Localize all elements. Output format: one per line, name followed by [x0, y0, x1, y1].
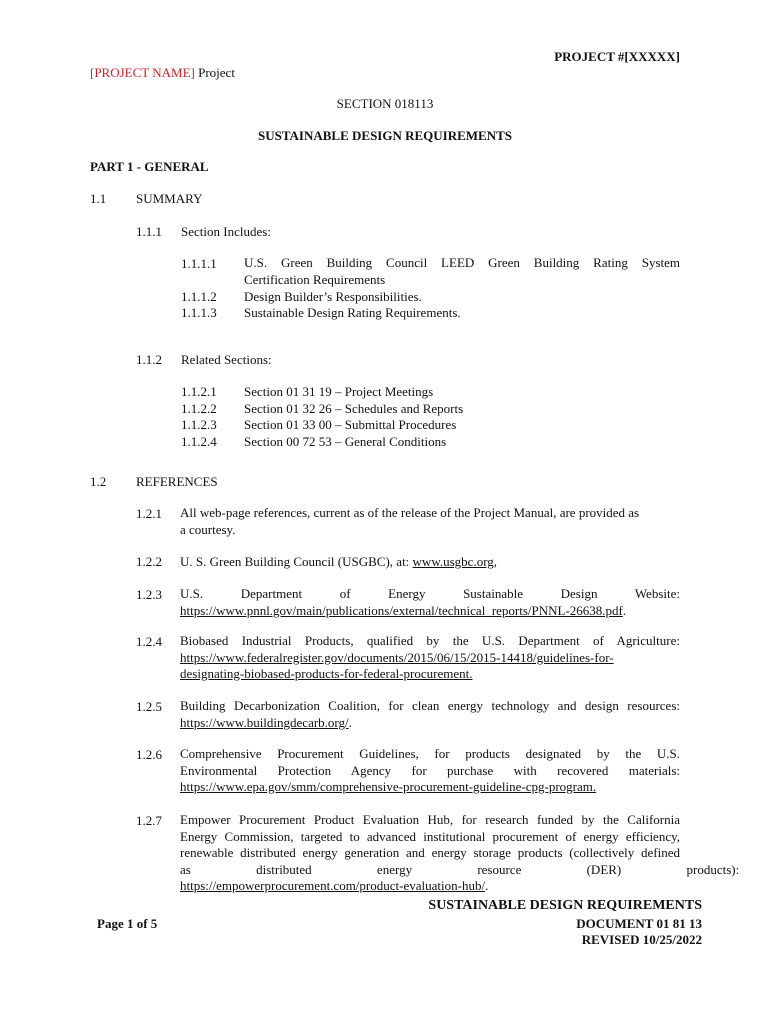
epa-link[interactable]: https://www.epa.gov/smm/comprehensive-procurement-guideline-cpg-program. — [180, 779, 597, 794]
text-line — [180, 715, 680, 732]
text-line — [180, 603, 680, 620]
paragraph-number: 1.1.2 — [136, 352, 162, 367]
paragraph-number: 1.2.5 — [136, 699, 162, 714]
empower-link[interactable]: https://empowerprocurement.com/product-evaluation-hub/ — [180, 878, 486, 893]
subparagraph-text: Section 01 32 26 – Schedules and Reports — [244, 401, 464, 416]
subparagraph-number: 1.1.1.3 — [181, 305, 217, 320]
paragraph-number: 1.2.1 — [136, 506, 162, 521]
subparagraph-number: 1.1.2.1 — [181, 384, 217, 399]
section-number: SECTION 018113 — [336, 96, 434, 111]
project-name-line — [90, 65, 235, 81]
buildingdecarb-link[interactable]: https://www.buildingdecarb.org/ — [180, 714, 349, 730]
subparagraph-number: 1.1.2.4 — [181, 434, 217, 449]
article-number: 1.2 — [90, 474, 107, 489]
subparagraph-text: Section 01 31 19 – Project Meetings — [244, 384, 434, 399]
project-name-suffix: Project — [194, 65, 235, 80]
subparagraph-text — [244, 255, 680, 288]
subparagraph-text: Section 01 33 00 – Submittal Procedures — [244, 417, 457, 432]
paragraph-number: 1.1.1 — [136, 224, 162, 239]
subparagraph-text: Section 00 72 53 – General Conditions — [244, 434, 447, 449]
article-number: 1.1 — [90, 191, 107, 206]
text-line: Biobased Industrial Products, qualified by the U.S. Department of Agriculture: — [180, 633, 680, 648]
project-number: PROJECT #[XXXXX] — [554, 49, 680, 64]
text-line: as distributed energy resource (DER) products): — [180, 861, 740, 877]
paragraph-text — [180, 698, 680, 731]
text-line: a courtesy. — [180, 521, 236, 537]
footer-document: DOCUMENT 01 81 13 — [576, 916, 702, 931]
federal-register-link[interactable]: https://www.federalregister.gov/documents/2015/06/15/2015-14418/guidelines-for- — [180, 649, 614, 665]
text-line: Certification Requirements — [244, 271, 386, 287]
paragraph-number: 1.2.6 — [136, 747, 162, 762]
article-title: SUMMARY — [136, 191, 203, 206]
paragraph-text — [180, 746, 680, 796]
paragraph-text — [180, 505, 680, 538]
text-line: U. S. Green Building Council (USGBC), at: — [180, 554, 413, 569]
paragraph-title: Related Sections: — [181, 352, 272, 367]
text-line: Comprehensive Procurement Guidelines, for products designated by the U.S. — [180, 746, 680, 761]
subparagraph-text: Sustainable Design Rating Requirements. — [244, 305, 461, 320]
punctuation: . — [348, 714, 352, 730]
text-line: U.S. Green Building Council LEED Green Building Rating System — [244, 255, 680, 270]
footer-title: SUSTAINABLE DESIGN REQUIREMENTS — [428, 898, 702, 913]
paragraph-text — [180, 633, 680, 683]
footer-revised: REVISED 10/25/2022 — [581, 932, 702, 947]
text-line: renewable distributed energy generation and energy storage products (collectively defined — [180, 845, 680, 860]
text-line: All web-page references, current as of the release of the Project Manual, are provided as — [180, 505, 640, 520]
text-line: Building Decarbonization Coalition, for clean energy technology and design resources: — [180, 698, 680, 713]
paragraph-text — [180, 812, 740, 895]
article-title: REFERENCES — [136, 474, 218, 489]
text-line: Empower Procurement Product Evaluation Hub, for research funded by the California — [180, 812, 680, 827]
subparagraph-number: 1.1.2.2 — [181, 401, 217, 416]
section-title: SUSTAINABLE DESIGN REQUIREMENTS — [257, 128, 513, 143]
subparagraph-number: 1.1.2.3 — [181, 417, 217, 432]
subparagraph-number: 1.1.1.2 — [181, 289, 217, 304]
project-name-placeholder: [PROJECT NAME] — [90, 65, 195, 80]
page-number: Page 1 of 5 — [97, 916, 158, 931]
federal-register-link-cont[interactable]: designating-biobased-products-for-federal-procurement. — [180, 666, 473, 681]
paragraph-number: 1.2.3 — [136, 587, 162, 602]
punctuation: . — [622, 602, 627, 618]
text-line: U.S. Department of Energy Sustainable Design Website: — [180, 586, 680, 601]
usgbc-link[interactable]: www.usgbc.org — [412, 554, 494, 569]
paragraph-number: 1.2.7 — [136, 813, 162, 828]
text-line: Energy Commission, targeted to advanced institutional procurement of energy efficiency, — [180, 828, 680, 844]
subparagraph-text: Design Builder’s Responsibilities. — [244, 289, 422, 304]
text-line: Environmental Protection Agency for purchase with recovered materials: — [180, 762, 680, 778]
paragraph-number: 1.2.4 — [136, 634, 162, 649]
paragraph-text — [180, 554, 497, 570]
doe-link[interactable]: https://www.pnnl.gov/main/publications/external/technical_reports/PNNL-26638.pdf — [180, 602, 623, 618]
paragraph-number: 1.2.2 — [136, 554, 162, 569]
text-line — [180, 878, 680, 895]
punctuation: . — [485, 878, 489, 893]
part-heading: PART 1 - GENERAL — [90, 159, 209, 174]
paragraph-text — [180, 586, 680, 619]
paragraph-title: Section Includes: — [181, 224, 271, 239]
text-line: , — [493, 554, 498, 569]
subparagraph-number: 1.1.1.1 — [181, 256, 217, 271]
